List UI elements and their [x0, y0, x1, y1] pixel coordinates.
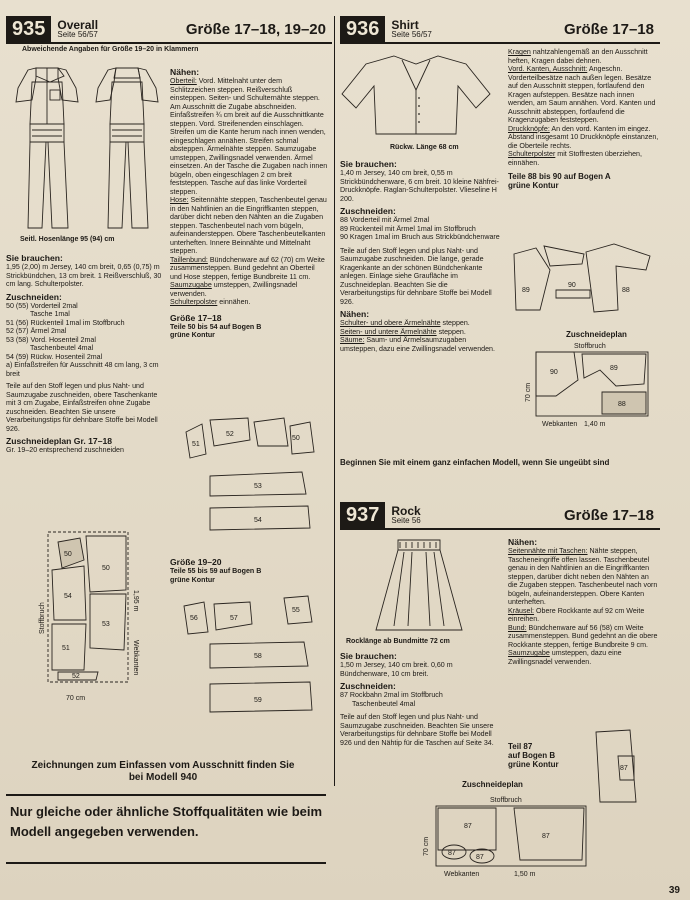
plan-fold: Stoffbruch — [39, 602, 46, 634]
size-label: Größe 17–18, 19–20 — [185, 20, 326, 38]
piece-label: 87 — [476, 854, 484, 861]
skirt-sewing — [508, 534, 660, 666]
step-text: An den vord. Kanten im eingez. Abstand insgesamt 10 Druckknöpfe einstanzen, die Oberteile rechts. — [508, 124, 659, 150]
piece-label: 89 — [522, 287, 530, 294]
cutting-item: 51 (56) Rückenteil 1mal im Stoffbruch — [6, 318, 125, 327]
sewing-step — [508, 125, 660, 151]
cutting-item: Taschenbeutel 4mal — [352, 699, 416, 708]
plan-edge: Webkanten — [132, 640, 139, 676]
piece-label: 50 — [292, 435, 300, 442]
step-key: Säume: — [340, 336, 365, 344]
cutting-item: 54 (59) Rückw. Hosenteil 2mal — [6, 352, 103, 361]
step-key: Schulter- und obere Ärmelnähte — [340, 319, 441, 327]
step-key: Saumzugabe — [170, 281, 212, 289]
sewing-step — [508, 607, 660, 624]
plan-fold: Stoffbruch — [574, 343, 606, 350]
pattern-contour: grüne Kontur — [170, 331, 215, 339]
skirt-pattern-piece — [590, 726, 650, 806]
cutting-heading: Zuschneiden: — [340, 206, 396, 216]
piece-label: 50 — [102, 565, 110, 572]
cutting-heading: Zuschneiden: — [6, 291, 62, 302]
step-text: Nähte steppen, Tascheneingriffe offen lassen. Taschenbeutel genau in den Nahtlinien an die Eingriffkanten steppen, darüber dicht neben den Nähten an die Zugaben steppen. Taschenbeutel nach vorn bügeln, aufeinandersteppen. Obere Kanten unterheften. — [508, 547, 658, 606]
step-text: umsteppen, Zwillingsnadel verwenden. — [170, 281, 298, 298]
model-title: Rock — [391, 503, 421, 518]
plan-edge: Webkanten — [542, 421, 578, 428]
piece-label: 89 — [610, 365, 618, 372]
step-key: Seiten- und untere Ärmelnähte — [340, 327, 437, 336]
model-name-block — [385, 502, 426, 528]
piece-label: 57 — [230, 615, 238, 622]
skirt-materials — [340, 648, 498, 747]
sewing-step — [508, 624, 660, 650]
skirt-cutting-plan — [424, 794, 594, 878]
sewing-step — [170, 281, 328, 298]
pattern-heading: Größe 19–20 — [170, 557, 222, 567]
shirt-caption: Rückw. Länge 68 cm — [390, 144, 459, 151]
step-text: Angeschn. Vorderteilbesätze nach außen legen. Besätze auf den Ausschnitt steppen, fortlaufend den Kragen aufsteppen. Besätze nach innen wenden, am Saum annähen. Vord. Kanten und Ausschnitt absteppen, fortlaufend die Kragenzugaben feststeppen. — [508, 65, 656, 124]
model-name-block — [385, 16, 437, 42]
header-model-936 — [340, 16, 660, 44]
materials-heading: Sie brauchen: — [340, 651, 397, 661]
shirt-sewing-continued — [508, 48, 660, 190]
step-key: Kräusel: — [508, 606, 535, 615]
overall-materials — [6, 250, 162, 455]
step-text: einnähen. — [217, 298, 251, 306]
cutting-item: 50 (55) Vorderteil 2mal — [6, 301, 78, 310]
piece-label: 55 — [292, 607, 300, 614]
step-text: steppen. — [436, 327, 466, 336]
step-key: Druckknöpfe: — [508, 124, 550, 133]
pattern-contour: grüne Kontur — [508, 760, 559, 769]
cutting-instructions: Teile auf den Stoff legen und plus Naht- und Saumzugabe zuschneiden. Beachten Sie unsere Verarbeitungstips für dehnbare Stoffe bei Modell 926 und den Nähtip für die Taschen auf Seite 34. — [340, 713, 494, 747]
cutting-item: 87 Rockbahn 2mal im Stoffbruch — [340, 691, 443, 699]
piece-label: 88 — [622, 287, 630, 294]
step-key: Schulterpolster — [170, 298, 218, 306]
cutting-item: 90 Kragen 1mal im Bruch aus Strickbündchenware — [340, 233, 500, 241]
beginner-tip: Beginnen Sie mit einem ganz einfachen Modell, wenn Sie ungeübt sind — [340, 458, 610, 467]
step-key: Schulterpolster — [508, 150, 556, 158]
piece-label: 52 — [72, 673, 80, 680]
step-key: Oberteil: — [170, 77, 197, 85]
pattern-part: Teil 87 — [508, 742, 533, 751]
sewing-step — [508, 150, 660, 167]
pattern-size-19-20 — [170, 554, 328, 584]
step-text: Bündchenware auf 62 (70) cm Weite zusammensteppen. Bund gedehnt an Oberteil und Hose steppen, fertige Bundbreite 11 cm. — [170, 255, 325, 281]
piece-label: 59 — [254, 697, 262, 704]
piece-label: 90 — [550, 369, 558, 376]
step-text: Obere Rockkante auf 92 cm Weite einreihen. — [508, 606, 645, 623]
cutting-heading: Zuschneiden: — [340, 681, 396, 691]
overall-sewing — [170, 64, 328, 340]
size-label: Größe 17–18 — [563, 506, 654, 524]
pattern-pieces-17-18 — [180, 412, 330, 537]
piece-label: 51 — [62, 645, 70, 652]
overall-back — [96, 68, 158, 228]
piece-label: 87 — [620, 765, 628, 772]
size-note: Abweichende Angaben für Größe 19–20 in Klammern — [22, 46, 199, 53]
skirt-pattern-label — [508, 742, 588, 769]
step-key: Vord. Kanten, Ausschnitt: — [508, 65, 588, 73]
step-key: Kragen — [508, 48, 531, 56]
cutting-plan-heading: Zuschneideplan Gr. 17–18 — [6, 436, 113, 446]
piece-label: 51 — [192, 441, 200, 448]
materials-heading: Sie brauchen: — [340, 159, 397, 169]
piece-label: 87 — [542, 833, 550, 840]
piece-label: 52 — [226, 431, 234, 438]
overall-front — [16, 68, 78, 228]
neckline-reference: Zeichnungen zum Einfassen vom Ausschnitt finden Sie bei Modell 940 — [31, 760, 295, 783]
piece-label: 58 — [254, 653, 262, 660]
overall-caption: Seitl. Hosenlänge 95 (94) cm — [20, 236, 115, 243]
step-text: steppen. — [440, 319, 470, 327]
piece-label: 50 — [64, 551, 72, 558]
cutting-plan-subtitle: Gr. 19–20 entsprechend zuschneiden — [6, 446, 124, 454]
cutting-item: Taschenbeutel 4mal — [30, 344, 94, 352]
cutting-item: 52 (57) Ärmel 2mal — [6, 327, 67, 335]
sewing-step — [340, 328, 500, 337]
model-number: 937 — [340, 502, 385, 528]
step-key: Taillenbund: — [170, 255, 208, 264]
step-text: mit Stoffresten überziehen, einnähen. — [508, 150, 642, 167]
cutting-item: Tasche 1mal — [30, 310, 70, 318]
model-number: 936 — [340, 16, 385, 42]
shirt-materials — [340, 156, 500, 353]
plan-fold: Stoffbruch — [490, 797, 522, 804]
model-title: Shirt — [391, 17, 419, 32]
model-subtitle: Seite 56 — [391, 516, 421, 526]
piece-label: 90 — [568, 282, 576, 289]
skirt-plan-heading: Zuschneideplan — [462, 780, 523, 789]
pattern-contour: grüne Kontur — [508, 181, 559, 190]
sewing-step — [170, 196, 328, 256]
cutting-item: 89 Rückenteil mit Ärmel 1mal im Stoffbruch — [340, 224, 476, 233]
step-text: Vord. Mittelnaht unter dem Schlitzzeichen steppen. Reißverschluß einsteppen. Seiten- und Schulternähte steppen. Am Ausschnitt die Zugabe abschneiden. Einfaßstreifen ¾ cm breit auf die Ausschnittkante steppen. Vord. Streifenenden einschlagen. Streifen um die Kante herum nach innen wenden, eingeschlagen annähen. Streifen schmal absteppen. Ärmelnähte steppen. Saumzugabe umsteppen, Zwillingsnadel verwenden. Ärmel einsetzen. An der Tasche die Zugaben nach innen bügeln, oben eingeschlagen 2 cm breit feststeppen. Tasche auf das linke Vorderteil steppen. — [170, 77, 328, 196]
sewing-step — [508, 547, 660, 607]
pattern-sheet: auf Bogen B — [508, 751, 556, 760]
size-label: Größe 17–18 — [563, 20, 654, 38]
step-text: Seitennähte steppen, Taschenbeutel genau in den Nahtlinien an die Eingriffkanten steppen, darüber dicht neben den Nähten an die Zugaben steppen. Taschenbeutel nach vorn bügeln, aufeinandersteppen. Obere Taschenbeutelkanten unterheften. Innere Beinnähte und Mittelnaht steppen. — [170, 196, 327, 255]
header-model-937 — [340, 502, 660, 530]
page-number: 39 — [668, 885, 680, 896]
sewing-step — [170, 77, 328, 196]
step-key: Seitennähte mit Taschen: — [508, 547, 588, 555]
step-text: nahtzahlengemäß an den Ausschnitt heften, Kragen dabei dehnen. — [508, 48, 648, 65]
cutting-item: 53 (58) Vord. Hosenteil 2mal — [6, 335, 96, 344]
pattern-sheet: Teile 55 bis 59 auf Bogen B — [170, 567, 262, 575]
sewing-step — [508, 649, 660, 666]
sewing-heading: Nähen: — [340, 309, 370, 319]
sewing-step — [340, 319, 500, 328]
sewing-heading: Nähen: — [170, 67, 200, 77]
materials-text: 1,95 (2,00) m Jersey, 140 cm breit, 0,65 (0,75) m Strickbündchen, 13 cm breit. 1 Reißverschluß, 30 cm lang. Schulterpolster. — [6, 263, 162, 288]
step-text: Bündchenware auf 56 (58) cm Weite zusammensteppen. Bund gedehnt an die obere Rockkante steppen, fertige Bundbreite 9 cm. — [508, 623, 658, 649]
step-key: Bund: — [508, 623, 527, 632]
piece-label: 88 — [618, 401, 626, 408]
shirt-pattern-pieces — [510, 240, 660, 320]
model-name-block — [51, 16, 104, 42]
step-text: umsteppen, dazu eine Zwillingsnadel verwenden. — [508, 649, 622, 666]
overall-cutting-plan — [40, 530, 140, 705]
cutting-item: 88 Vorderteil mit Ärmel 2mal — [340, 216, 430, 224]
step-key: Hose: — [170, 196, 189, 204]
banner-rule-bottom — [6, 862, 326, 864]
shirt-cutting-plan — [526, 340, 656, 432]
pattern-sheet: Teile 50 bis 54 auf Bogen B — [170, 322, 262, 331]
model-number: 935 — [6, 16, 51, 42]
sewing-step — [170, 256, 328, 282]
column-divider — [334, 16, 335, 786]
piece-label: 54 — [254, 517, 262, 524]
shirt-illustration — [346, 50, 496, 140]
plan-width: 70 cm — [66, 695, 86, 702]
plan-length: 1,40 m — [584, 421, 606, 428]
sewing-step — [340, 336, 500, 353]
skirt-illustration — [364, 536, 474, 636]
sewing-heading: Nähen: — [508, 537, 538, 547]
header-model-935 — [6, 16, 332, 44]
step-text: Saum- und Ärmelsaumzugaben umsteppen, dazu eine Zwillingsnadel verwenden. — [340, 336, 495, 353]
model-title: Overall — [57, 17, 99, 32]
pattern-contour: grüne Kontur — [170, 575, 215, 584]
sewing-step — [508, 65, 660, 125]
plan-edge: Webkanten — [444, 871, 480, 878]
piece-label: 54 — [64, 593, 72, 600]
materials-text: 1,50 m Jersey, 140 cm breit. 0,60 m Bündchenware, 10 cm breit. — [340, 661, 453, 678]
sewing-step — [508, 48, 660, 65]
piece-label: 87 — [464, 823, 472, 830]
plan-length: 1,50 m — [514, 871, 536, 878]
piece-label: 87 — [448, 850, 456, 857]
shirt-plan-heading: Zuschneideplan — [566, 330, 627, 339]
overall-illustration — [6, 60, 166, 240]
piece-label: 53 — [254, 483, 262, 490]
cutting-instructions: Teile auf den Stoff legen und plus Naht- und Saumzugabe zuschneiden, obere Taschenkante mit 3 cm Zugabe, Einfaßstreifen ohne Zugabe zuschneiden. Beachten Sie unsere Verarbeitungstips für dehnbare Stoffe bei Modell 926. — [6, 382, 158, 433]
skirt-caption: Rocklänge ab Bundmitte 72 cm — [346, 638, 450, 645]
cutting-instructions: Teile auf den Stoff legen und plus Naht- und Saumzugabe zuschneiden. Die lange, gerade Kragenkante an der schönen Bündchenkante anlegen. Einlage siehe Graufläche im Zuschneideplan. Beachten Sie die Verarbeitungstips für dehnbare Stoffe bei Modell 926. — [340, 246, 492, 306]
pattern-pieces-19-20 — [180, 592, 330, 722]
materials-text: 1,40 m Jersey, 140 cm breit, 0,55 m Strickbündchenware, 6 cm breit. 10 kleine Nähfrei-Druckknöpfe. Raglan-Schulterpolster. Vlieseline H 200. — [340, 169, 499, 203]
piece-label: 56 — [190, 615, 198, 622]
model-subtitle: Seite 56/57 — [57, 30, 98, 40]
cutting-item: a) Einfaßstreifen für Ausschnitt 48 cm lang, 3 cm breit — [6, 361, 159, 378]
pattern-heading: Größe 17–18 — [170, 312, 222, 323]
sewing-step — [170, 298, 328, 307]
banner-rule-top — [6, 794, 326, 796]
step-key: Saumzugabe — [508, 649, 550, 657]
plan-width: 70 cm — [423, 836, 430, 856]
plan-length: 1,95 m — [132, 590, 139, 612]
piece-label: 53 — [102, 621, 110, 628]
model-subtitle: Seite 56/57 — [391, 30, 432, 40]
materials-heading: Sie brauchen: — [6, 253, 63, 263]
pattern-sheet: Teile 88 bis 90 auf Bogen A — [508, 172, 611, 181]
plan-width: 70 cm — [525, 382, 532, 402]
fabric-quality-banner: Nur gleiche oder ähnliche Stoffqualitäten wie beim Modell angegeben verwenden. — [10, 804, 323, 839]
